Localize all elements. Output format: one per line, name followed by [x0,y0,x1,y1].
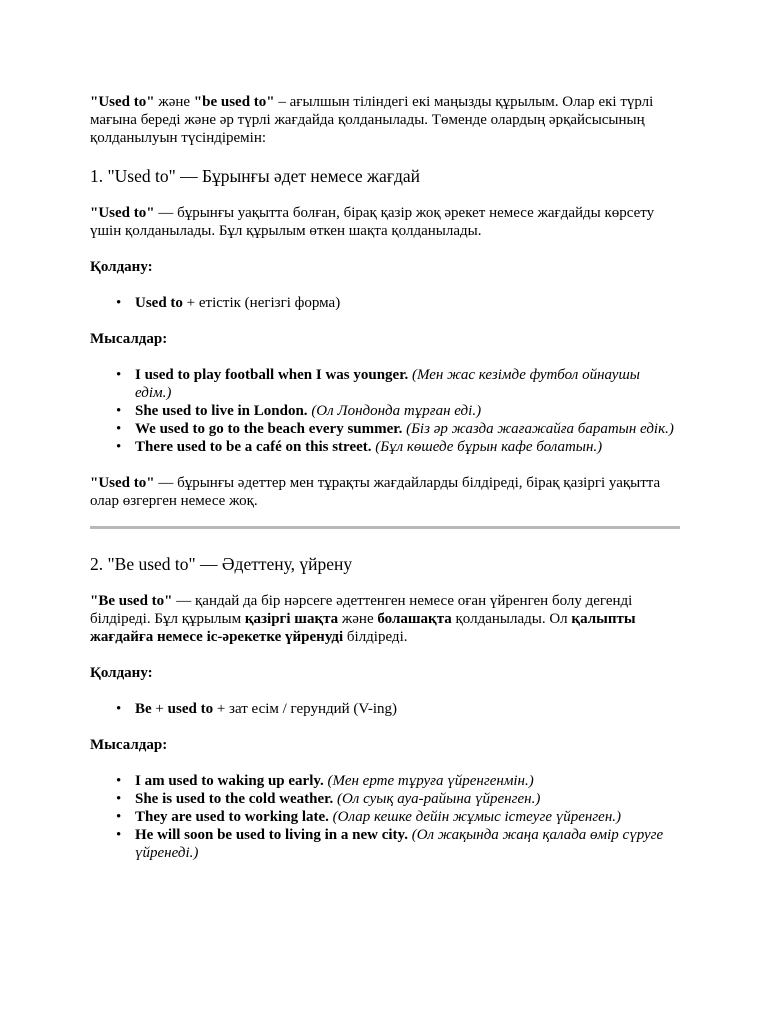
example-item [135,438,680,456]
section-1-formula-list [90,294,680,312]
example-english: They are used to working late. [135,809,329,825]
formula-item [135,294,680,312]
intro-text: және [154,94,194,110]
example-english: I am used to waking up early. [135,773,324,789]
definition-text: — бұрынғы уақытта болған, бірақ қазір жоқ әрекет немесе жағдайды көрсету үшін қолданылады. Бұл құрылым өткен шақта қолданылады. [90,205,655,239]
examples-label: Мысалдар: [90,331,168,347]
example-english: I used to play football when I was younger. [135,367,409,383]
section-2-heading: 2. "Be used to" — Әдеттену, үйрену [90,554,353,574]
section-2-examples-label [90,736,680,754]
formula-text: + [151,701,168,717]
example-translation: (Мен ерте тұруға үйренгенмін.) [327,773,534,789]
section-1-examples-label [90,330,680,348]
formula-text: + етістік (негізгі форма) [182,295,341,311]
example-item [135,772,680,790]
formula-term: Be [135,701,152,717]
intro-term-be-used-to: "be used to" [193,94,275,110]
usage-label: Қолдану: [90,259,153,275]
definition-term: "Be used to" [90,593,173,609]
definition-text: және [338,611,378,627]
definition-text: білдіреді. [343,629,408,645]
section-2-usage-label [90,664,680,682]
example-english: She used to live in London. [135,403,308,419]
section-1-usage-label [90,258,680,276]
definition-term: "Used to" [90,205,155,221]
example-translation: (Ол суық ауа-райына үйренген.) [336,791,541,807]
section-1-heading: 1. "Used to" — Бұрынғы әдет немесе жағдай [90,166,421,186]
example-item [135,790,680,808]
section-1-examples-list [90,366,680,456]
section-2-definition [90,592,680,646]
formula-term: used to [167,701,214,717]
intro-text: – ағылшын тіліндегі екі маңызды құрылым. Олар екі түрлі мағына береді және әр түрлі жағдайда қолданылады. Төменде олардың әрқайсысының қолданылуын түсіндіремін: [90,94,654,146]
intro-term-used-to: "Used to" [90,94,155,110]
examples-label: Мысалдар: [90,737,168,753]
example-item [135,420,680,438]
definition-text: — қандай да бір нәрсеге әдеттенген немесе оған үйренген болу дегенді білдіреді. Бұл құрылым [90,593,633,627]
formula-text: + зат есім / герундий (V-ing) [213,701,398,717]
example-translation: (Бұл көшеде бұрын кафе болатын.) [375,439,603,455]
example-item [135,366,680,402]
definition-emphasis: қазіргі шақта [244,611,339,627]
definition-emphasis: қалыпты жағдайға немесе іс-әрекетке үйренуді [90,611,636,645]
section-2-formula-list [90,700,680,718]
formula-term: Used to [135,295,183,311]
example-english: He will soon be used to living in a new city. [135,827,408,843]
example-item [135,808,680,826]
example-translation: (Мен жас кезімде футбол ойнаушы едім.) [135,367,640,401]
example-translation: (Олар кешке дейін жұмыс істеуге үйренген.) [332,809,622,825]
intro-paragraph [90,93,680,147]
usage-label: Қолдану: [90,665,153,681]
example-english: There used to be a café on this street. [135,439,372,455]
example-item [135,402,680,420]
formula-item [135,700,680,718]
summary-term: "Used to" [90,475,155,491]
definition-text: қолданылады. Ол [451,611,572,627]
section-1-summary [90,474,680,510]
definition-emphasis: болашақта [377,611,452,627]
example-item [135,826,680,862]
example-translation: (Ол жақында жаңа қалада өмір сүруге үйренеді.) [135,827,664,861]
example-english: We used to go to the beach every summer. [135,421,403,437]
summary-text: — бұрынғы әдеттер мен тұрақты жағдайларды білдіреді, бірақ қазіргі уақытта олар өзгерген немесе жоқ. [90,475,661,509]
example-english: She is used to the cold weather. [135,791,334,807]
section-2-examples-list [90,772,680,862]
section-1-definition [90,204,680,240]
example-translation: (Ол Лондонда тұрған еді.) [311,403,482,419]
section-divider [90,526,680,529]
example-translation: (Біз әр жазда жағажайға баратын едік.) [406,421,674,437]
document-body [90,93,680,880]
